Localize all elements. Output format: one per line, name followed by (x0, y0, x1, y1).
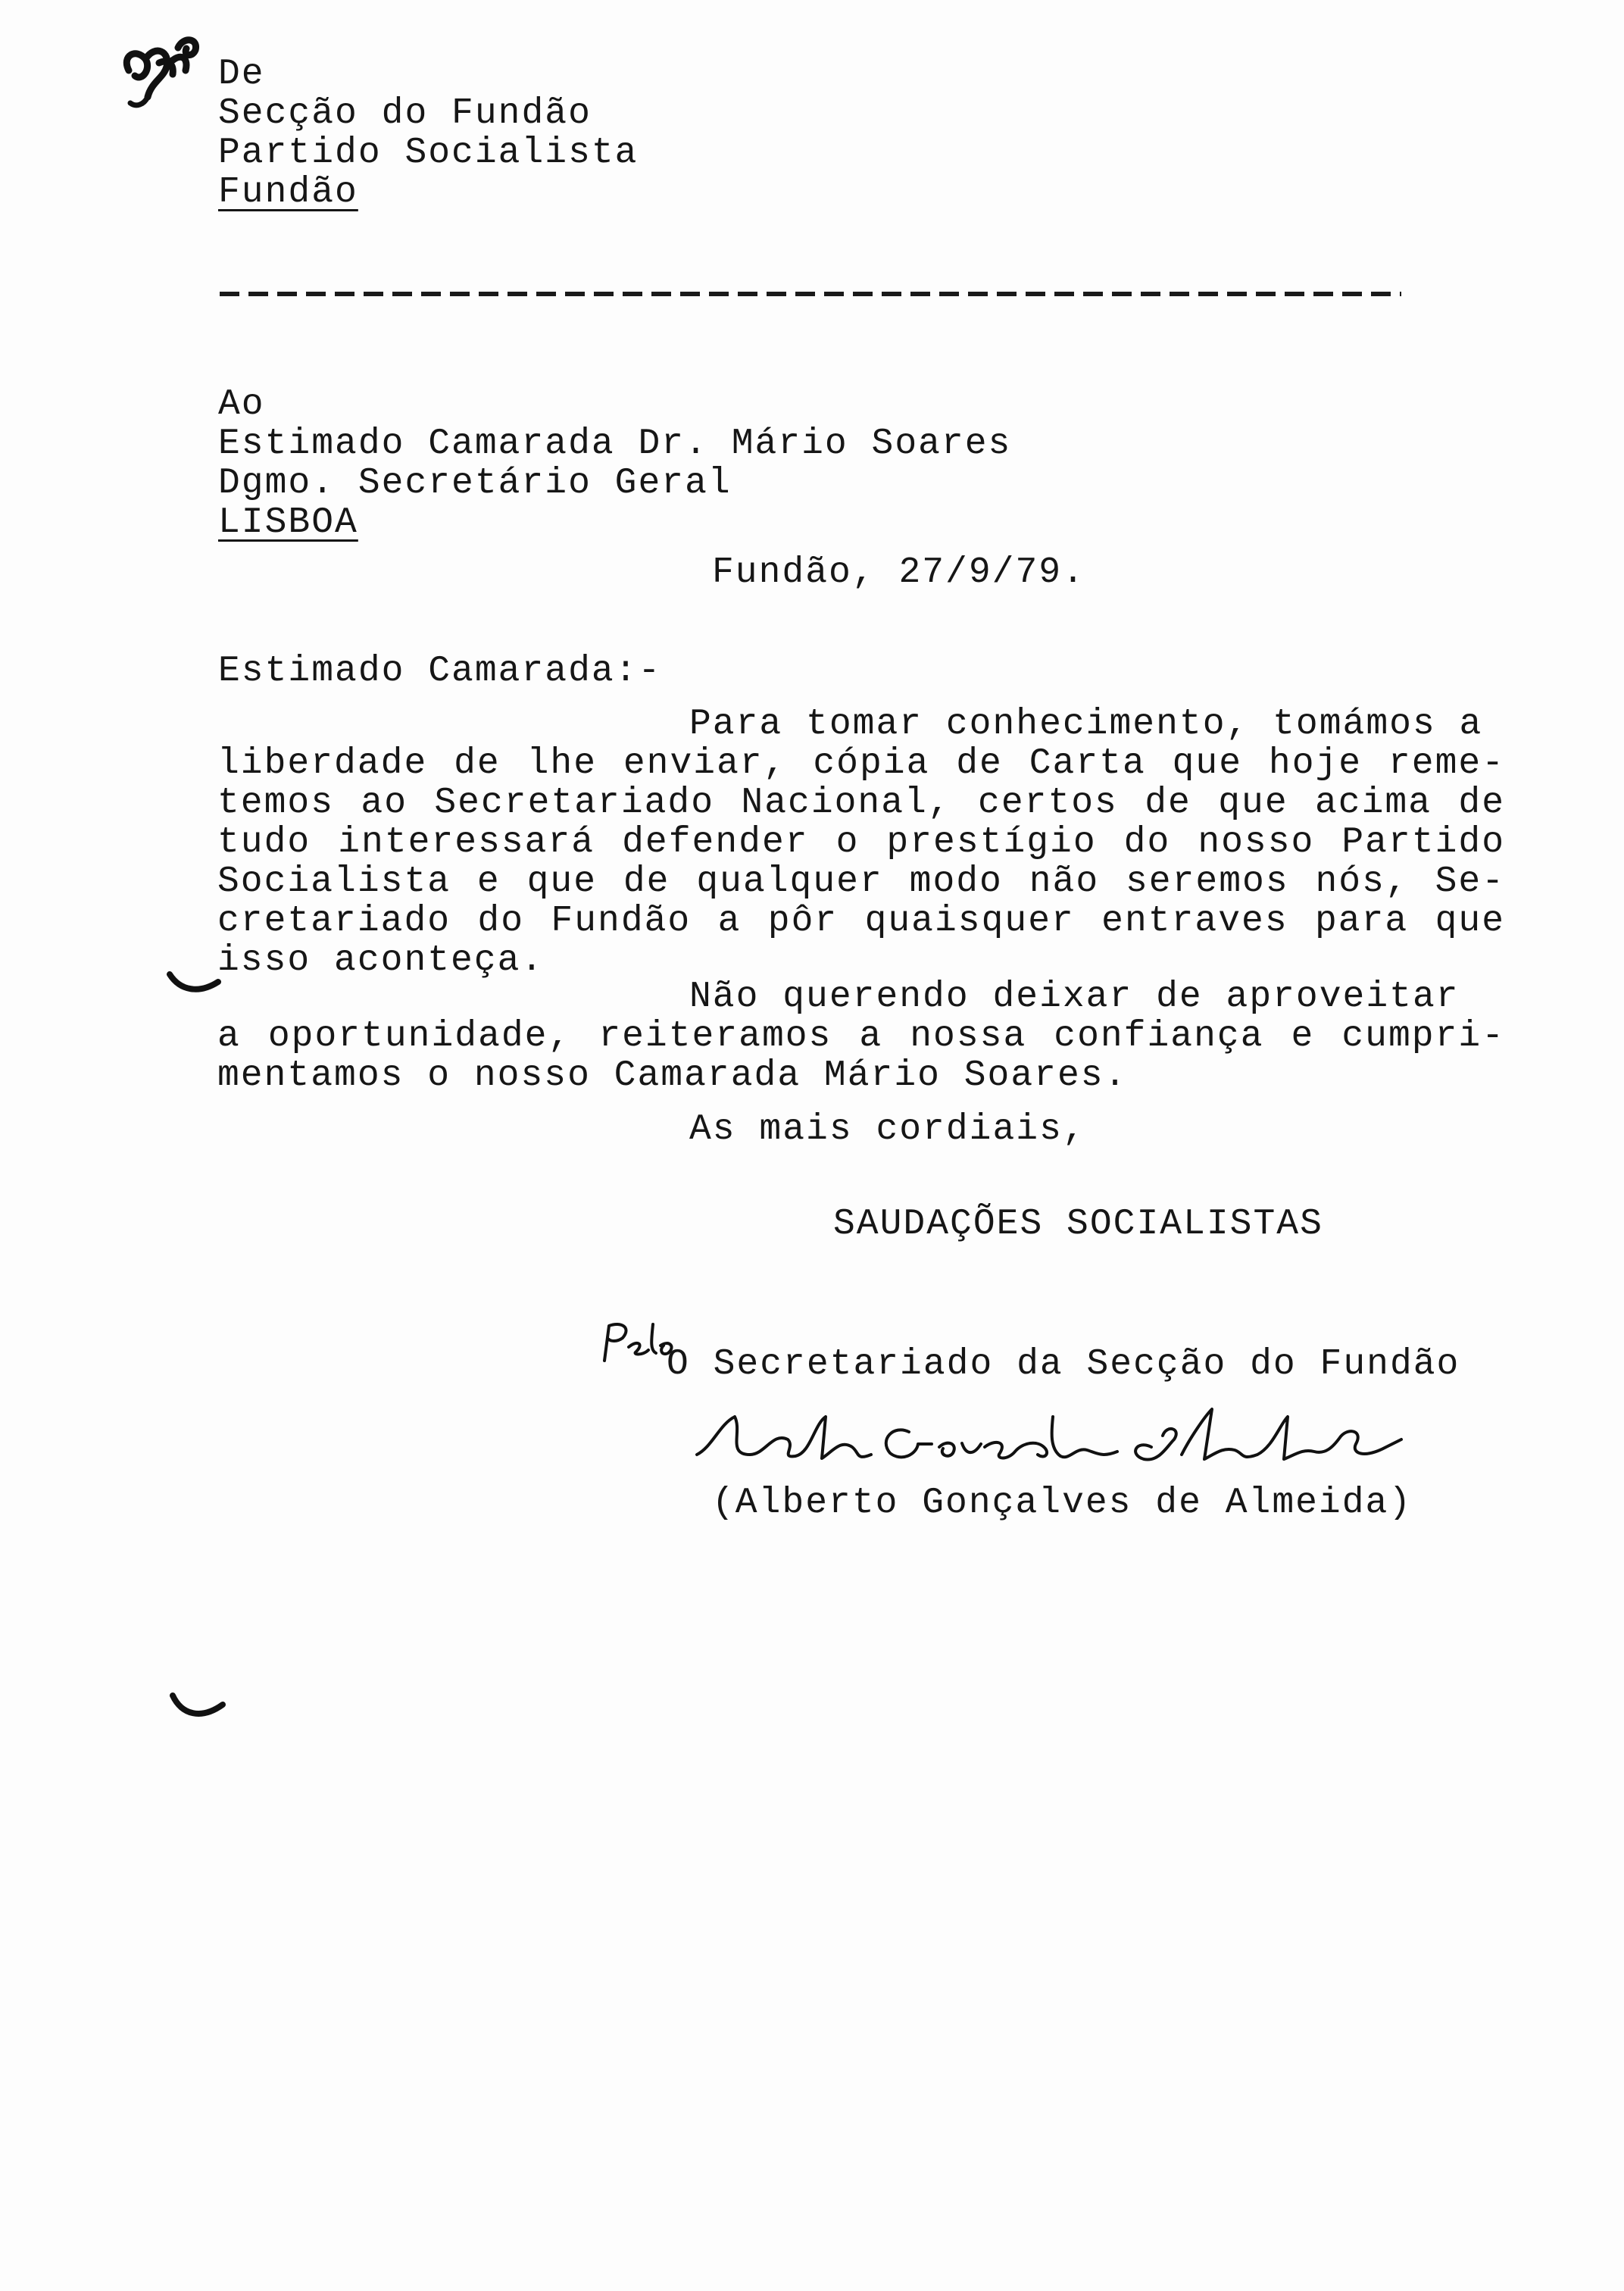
signatory-body: O Secretariado da Secção do Fundão (667, 1344, 1460, 1385)
margin-check-mark-icon-lower (168, 1688, 229, 1726)
greeting-caps: SAUDAÇÕES SOCIALISTAS (833, 1204, 1323, 1245)
recipient-title: Dgmo. Secretário Geral (218, 463, 732, 504)
typed-signatory-name: (Alberto Gonçalves de Almeida) (712, 1483, 1413, 1524)
handwritten-signature (682, 1394, 1439, 1477)
recipient-city: LISBOA (218, 502, 358, 543)
paragraph2-text: a oportunidade, reiteramos a nossa confiança e cumpri- mentamos o nosso Camarada Mário Soares. (217, 1016, 1505, 1096)
paragraph2-body (217, 1017, 1505, 1095)
salutation: Estimado Camarada:- (218, 651, 662, 692)
fist-rose-logo-icon (114, 29, 220, 112)
recipient-name: Estimado Camarada Dr. Mário Soares (218, 424, 1012, 464)
sender-section: Secção do Fundão (218, 93, 592, 134)
dashed-separator (220, 292, 1401, 296)
paragraph1-text: liberdade de lhe enviar, cópia de Carta que hoje reme- temos ao Secretariado Nacional, certos de que acima de tudo interessará defender o prestígio do nosso Partido Socialista e que de qualquer modo não seremos nós, Se- cretariado do Fundão a pôr quaisquer entraves para que isso aconteça. (217, 743, 1505, 981)
closing: As mais cordiais, (689, 1109, 1086, 1150)
paragraph1-first-line: Para tomar conhecimento, tomámos a (689, 704, 1483, 745)
handwritten-signature-text: Alberto Gonçalves de Almeida (682, 1394, 695, 1395)
paragraph1-body (217, 744, 1505, 980)
paragraph2-first-line: Não querendo deixar de aproveitar (689, 977, 1460, 1017)
to-label: Ao (218, 384, 265, 425)
sender-city: Fundão (218, 172, 358, 213)
margin-check-mark-icon (165, 968, 226, 999)
from-label: De (218, 54, 265, 95)
sender-party: Partido Socialista (218, 133, 639, 173)
date-line: Fundão, 27/9/79. (712, 552, 1085, 593)
